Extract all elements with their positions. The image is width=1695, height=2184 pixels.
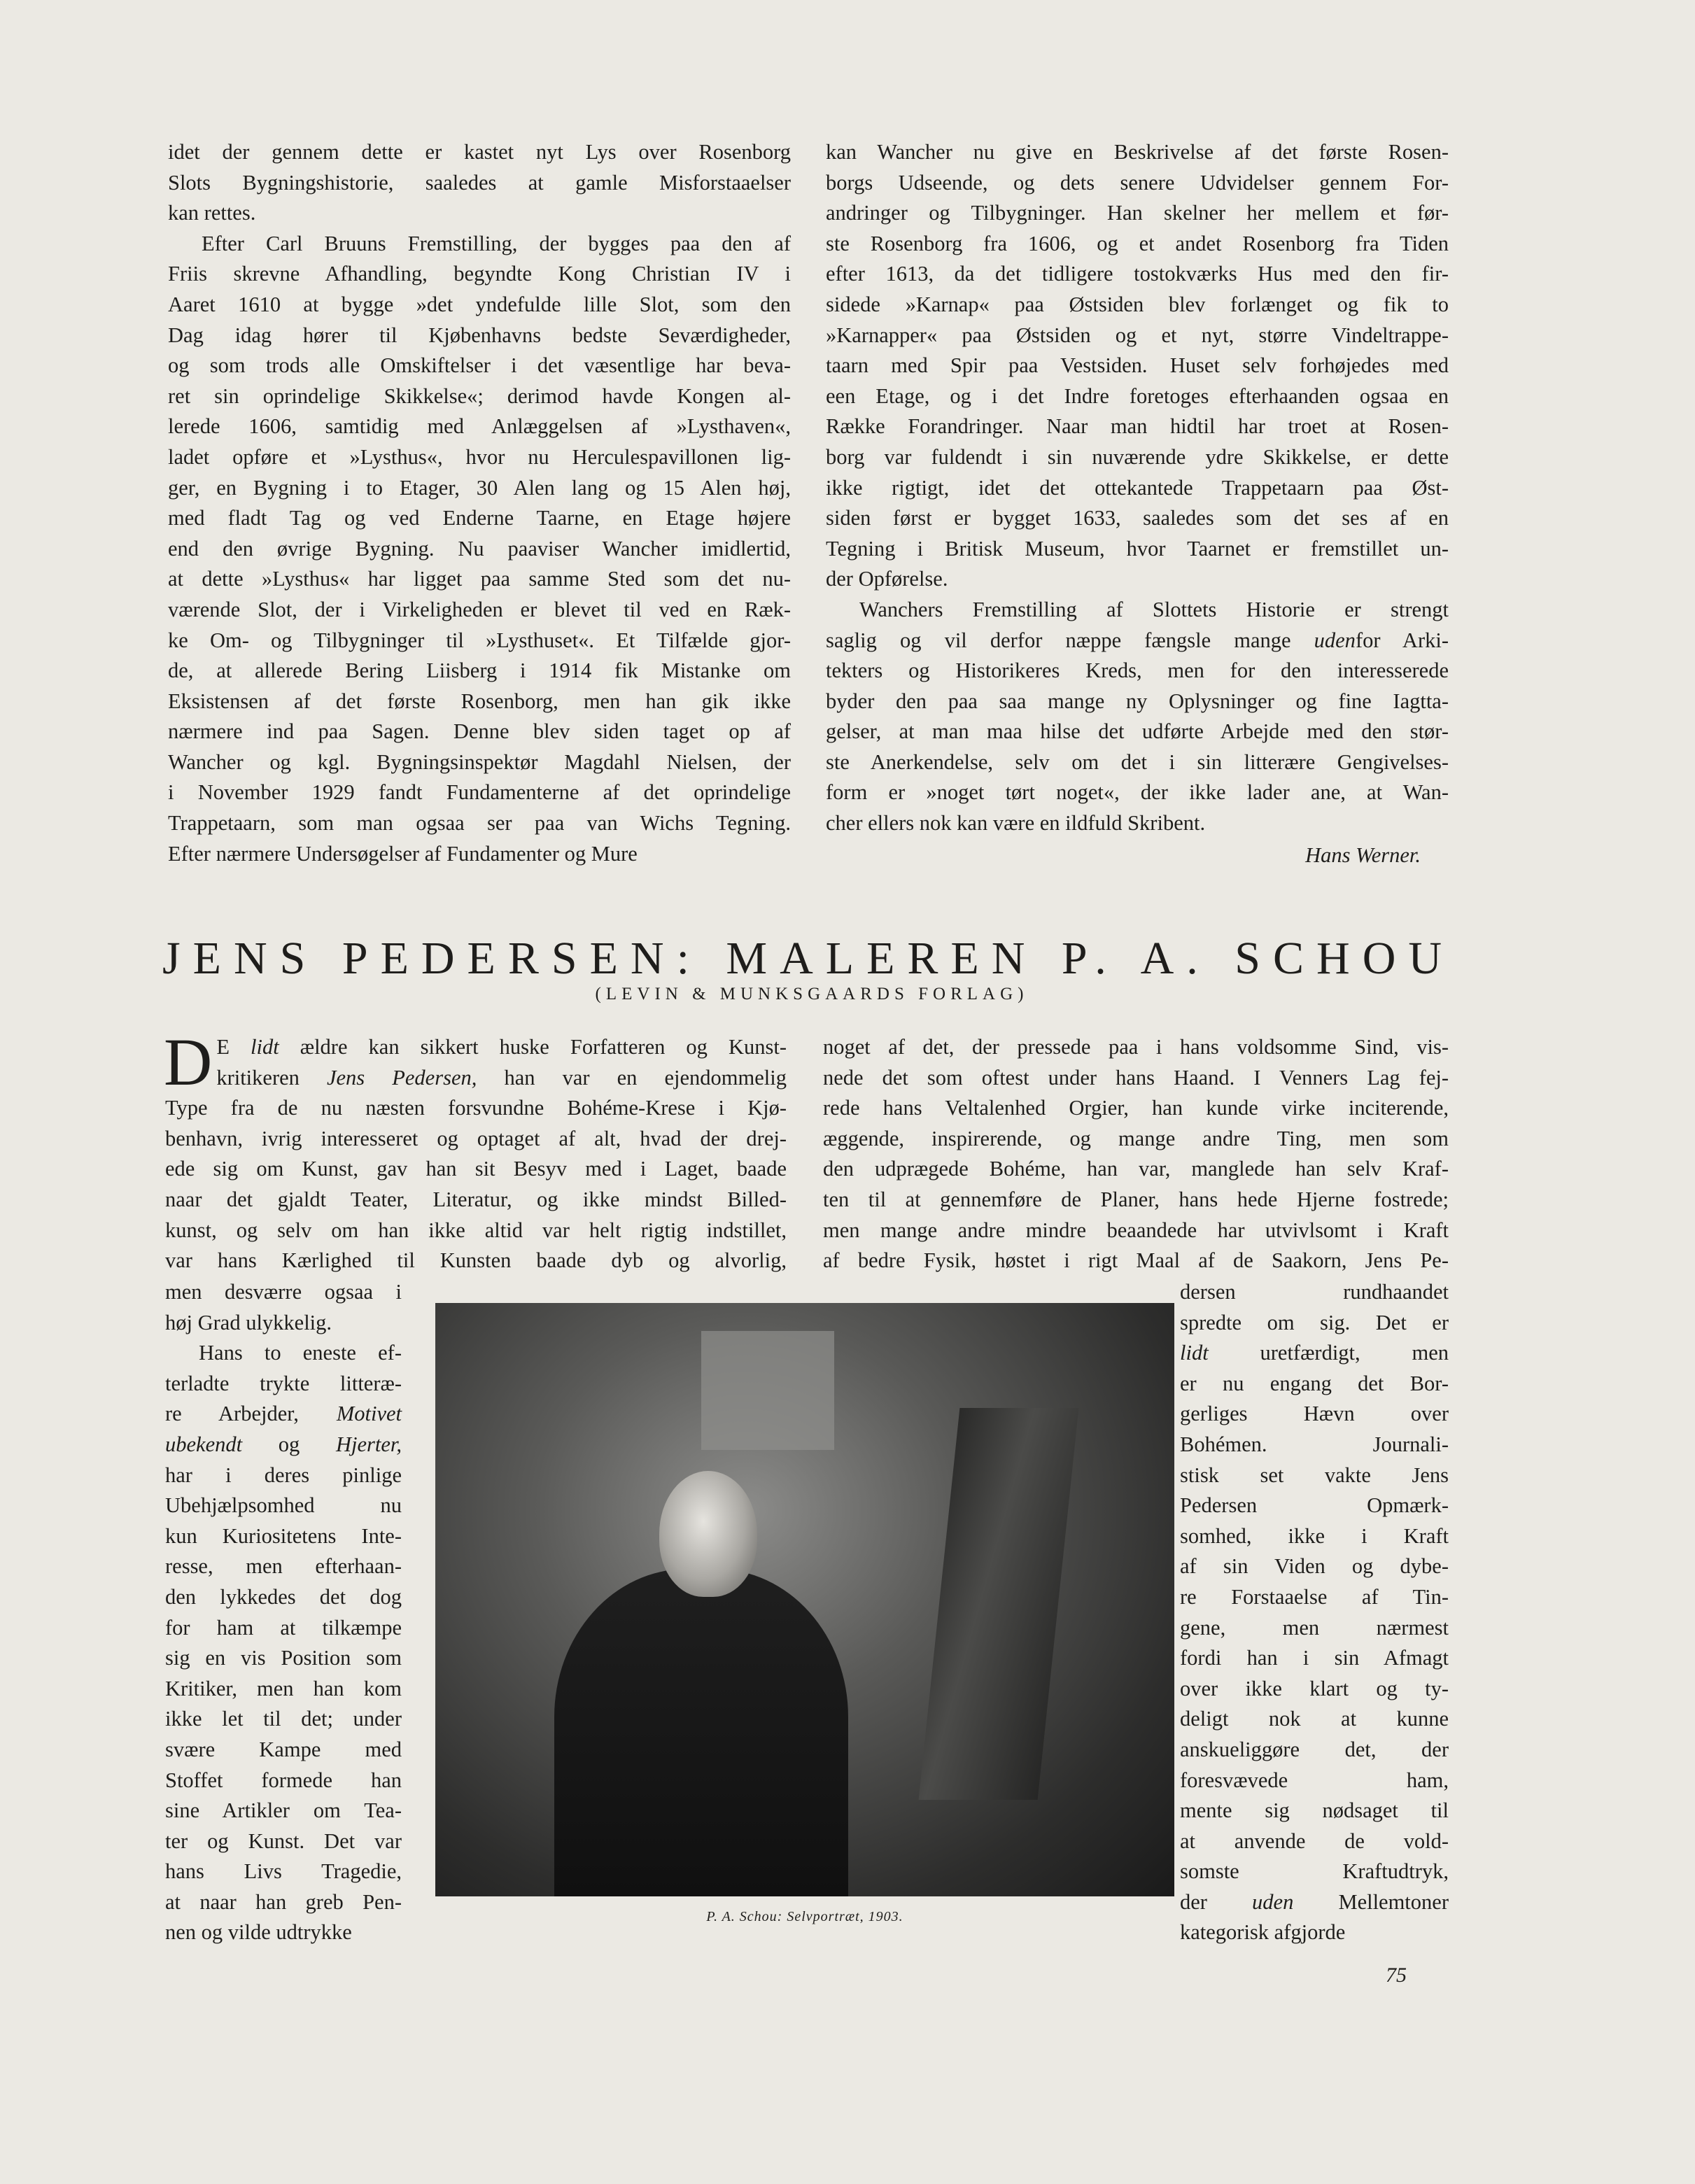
text-line: de, at allerede Bering Liisberg i 1914 fik Mistanke om: [168, 658, 791, 683]
text-line: Række Forandringer. Naar man hidtil har troet at Rosen-: [826, 414, 1449, 439]
text-line: men mange andre mindre beaandede har utvivlsomt i Kraft: [823, 1218, 1449, 1242]
text-line: ede sig om Kunst, gav han sit Besyv med i Laget, baade: [165, 1157, 787, 1181]
text-line: nede det som oftest under hans Haand. I Venners Lag fej-: [823, 1065, 1449, 1090]
text-line: ladet opføre et »Lysthus«, hvor nu Herculespavillonen lig-: [168, 444, 791, 469]
text-line: Efter Carl Bruuns Fremstilling, der bygges paa den af: [202, 231, 791, 255]
text-line: nen og vilde udtrykke: [165, 1920, 352, 1945]
text-line: af bedre Fysik, høstet i rigt Maal af de Saakorn, Jens Pe-: [823, 1248, 1449, 1273]
text-line: Aaret 1610 at bygge »det yndefulde lille Slot, som den: [168, 292, 791, 316]
text-line: Tegning i Britisk Museum, hvor Taarnet er fremstillet un-: [826, 536, 1449, 561]
text-line: Efter nærmere Undersøgelser af Fundamenter og Mure: [168, 841, 638, 866]
text-line: svære Kampe med: [165, 1737, 402, 1761]
page-number: 75: [1386, 1964, 1407, 1987]
self-portrait-image: [435, 1303, 1174, 1896]
text-line: Wanchers Fremstilling af Slottets Historie er strengt: [859, 597, 1449, 621]
text-line: Slots Bygningshistorie, saaledes at gamle Misforstaaelser: [168, 170, 791, 195]
text-line: kan rettes.: [168, 201, 256, 225]
text-line: taarn med Spir paa Vestsiden. Huset selv forhøjedes med: [826, 353, 1449, 378]
text-line: re Forstaaelse af Tin-: [1180, 1584, 1449, 1609]
text-line: resse, men efterhaan-: [165, 1554, 402, 1579]
text-line: sine Artikler om Tea-: [165, 1798, 402, 1823]
text-line: værende Slot, der i Virkeligheden er blevet til ved en Ræk-: [168, 597, 791, 621]
easel-shape: [919, 1408, 1079, 1800]
text-line: Eksistensen af det første Rosenborg, men han gik ikke: [168, 689, 791, 713]
text-line: byder den paa saa mange ny Oplysninger og fine Iagtta-: [826, 689, 1449, 713]
text-line: tekters og Historikeres Kreds, men for den interesserede: [826, 658, 1449, 683]
text-line: Friis skrevne Afhandling, begyndte Kong Christian IV i: [168, 262, 791, 286]
text-line: over ikke klart og ty-: [1180, 1676, 1449, 1700]
text-line: ste Anerkendelse, selv om det i sin litterære Gengivelses-: [826, 749, 1449, 774]
text-line: rede hans Veltalenhed Orgier, han kunde virke inciterende,: [823, 1096, 1449, 1120]
text-line: stisk set vakte Jens: [1180, 1463, 1449, 1487]
figure-head-shape: [659, 1471, 757, 1597]
text-line: fordi han i sin Afmagt: [1180, 1646, 1449, 1670]
text-line: efter 1613, da det tidligere tostokværks Hus med den fir-: [826, 262, 1449, 286]
text-line: i November 1929 fandt Fundamenterne af det oprindelige: [168, 780, 791, 805]
text-line: somhed, ikke i Kraft: [1180, 1523, 1449, 1548]
figure-caption: P. A. Schou: Selvportræt, 1903.: [706, 1909, 903, 1924]
text-line: den lykkedes det dog: [165, 1584, 402, 1609]
text-line: andringer og Tilbygninger. Han skelner her mellem et før-: [826, 201, 1449, 225]
text-line: Pedersen Opmærk-: [1180, 1493, 1449, 1518]
text-line: lidt uretfærdigt, men: [1180, 1341, 1449, 1365]
bottom-right-narrow-column: [1180, 1277, 1449, 1948]
text-line: har i deres pinlige: [165, 1463, 402, 1487]
text-line: Stoffet formede han: [165, 1768, 402, 1792]
text-line: idet der gennem dette er kastet nyt Lys over Rosenborg: [168, 140, 791, 164]
text-line: een Etage, og i det Indre foretoges efterhaanden ogsaa en: [826, 383, 1449, 408]
text-line: sig en vis Position som: [165, 1646, 402, 1670]
window-shape: [701, 1331, 834, 1450]
text-line: mente sig nødsaget til: [1180, 1798, 1449, 1823]
top-left-column: [168, 137, 791, 869]
text-line: kategorisk afgjorde: [1180, 1920, 1346, 1945]
text-line: Type fra de nu næsten forsvundne Bohéme-Krese i Kjø-: [165, 1096, 787, 1120]
text-line: ret sin oprindelige Skikkelse«; derimod havde Kongen al-: [168, 383, 791, 408]
article-title: JENS PEDERSEN: MALEREN P. A. SCHOU: [162, 933, 1455, 984]
text-line: kritikeren Jens Pedersen, han var en ejendommelig: [216, 1065, 787, 1090]
text-line: Ubehjælpsomhed nu: [165, 1493, 402, 1518]
text-line: ubekendt og Hjerter,: [165, 1432, 402, 1456]
text-line: ke Om- og Tilbygninger til »Lysthuset«. Et Tilfælde gjor-: [168, 628, 791, 652]
text-line: hans Livs Tragedie,: [165, 1859, 402, 1884]
text-line: men desværre ogsaa i: [165, 1280, 402, 1304]
text-line: og som trods alle Omskiftelser i det væsentlige har beva-: [168, 353, 791, 378]
text-line: gene, men nærmest: [1180, 1615, 1449, 1640]
text-line: lerede 1606, samtidig med Anlæggelsen af »Lysthaven«,: [168, 414, 791, 439]
text-line: »Karnapper« paa Østsiden og et nyt, større Vindeltrappe-: [826, 323, 1449, 347]
text-line: at anvende de vold-: [1180, 1829, 1449, 1853]
text-line: siden først er bygget 1633, saaledes som det ses af en: [826, 506, 1449, 530]
text-line: somste Kraftudtryk,: [1180, 1859, 1449, 1884]
text-line: dersen rundhaandet: [1180, 1280, 1449, 1304]
figure-body-shape: [554, 1569, 848, 1896]
text-line: af sin Viden og dybe-: [1180, 1554, 1449, 1579]
text-line: den udprægede Bohéme, han var, manglede han selv Kraf-: [823, 1157, 1449, 1181]
article-subtitle: (LEVIN & MUNKSGAARDS FORLAG): [595, 985, 1029, 1003]
text-line: form er »noget tørt noget«, der ikke lader ane, at Wan-: [826, 780, 1449, 805]
text-line: re Arbejder, Motivet: [165, 1402, 402, 1426]
text-line: Bohémen. Journali-: [1180, 1432, 1449, 1456]
text-line: sidede »Karnap« paa Østsiden blev forlænget og fik to: [826, 292, 1449, 316]
text-line: borgs Udseende, og dets senere Udvidelser gennem For-: [826, 170, 1449, 195]
text-line: for ham at tilkæmpe: [165, 1615, 402, 1640]
text-line: kun Kuriositetens Inte-: [165, 1523, 402, 1548]
text-line: borg var fuldendt i sin nuværende ydre Skikkelse, er dette: [826, 444, 1449, 469]
text-line: cher ellers nok kan være en ildfuld Skribent.: [826, 811, 1206, 836]
text-line: spredte om sig. Det er: [1180, 1310, 1449, 1334]
review-signature: Hans Werner.: [1305, 843, 1421, 867]
text-line: ste Rosenborg fra 1606, og et andet Rosenborg fra Tiden: [826, 231, 1449, 255]
text-line: saglig og vil derfor næppe fængsle mange udenfor Arki-: [826, 628, 1449, 652]
text-line: der uden Mellemtoner: [1180, 1889, 1449, 1914]
text-line: foresvævede ham,: [1180, 1768, 1449, 1792]
bottom-right-column: [823, 1032, 1449, 1276]
text-line: at dette »Lysthus« har ligget paa samme Sted som det nu-: [168, 567, 791, 591]
text-line: terladte trykte litteræ-: [165, 1371, 402, 1395]
text-line: Wancher og kgl. Bygningsinspektør Magdahl Nielsen, der: [168, 749, 791, 774]
bottom-left-column: [164, 1024, 787, 1276]
text-line: nærmere ind paa Sagen. Denne blev siden taget op af: [168, 719, 791, 744]
text-line: er nu engang det Bor-: [1180, 1371, 1449, 1395]
text-line: ikke let til det; under: [165, 1707, 402, 1731]
text-line: ter og Kunst. Det var: [165, 1829, 402, 1853]
text-line: Hans to eneste ef-: [199, 1341, 402, 1365]
text-line: ger, en Bygning i to Etager, 30 Alen lang og 15 Alen høj,: [168, 475, 791, 500]
text-line: naar det gjaldt Teater, Literatur, og ikke mindst Billed-: [165, 1187, 787, 1211]
bottom-left-narrow-column: [165, 1277, 402, 1948]
text-line: var hans Kærlighed til Kunsten baade dyb og alvorlig,: [165, 1248, 787, 1273]
text-line: at naar han greb Pen-: [165, 1889, 402, 1914]
drop-cap: D: [164, 1024, 213, 1099]
text-line: Dag idag hører til Kjøbenhavns bedste Seværdigheder,: [168, 323, 791, 347]
text-line: med fladt Tag og ved Enderne Taarne, en Etage højere: [168, 506, 791, 530]
text-line: anskueliggøre det, der: [1180, 1737, 1449, 1761]
text-line: kunst, og selv om han ikke altid var helt rigtig indstillet,: [165, 1218, 787, 1242]
text-line: gelser, at man maa hilse det udførte Arbejde med den stør-: [826, 719, 1449, 744]
text-line: der Opførelse.: [826, 567, 948, 591]
text-line: ikke rigtigt, idet det ottekantede Trappetaarn paa Øst-: [826, 475, 1449, 500]
text-line: gerliges Hævn over: [1180, 1402, 1449, 1426]
text-line: Kritiker, men han kom: [165, 1676, 402, 1700]
text-line: benhavn, ivrig interesseret og optaget af alt, hvad der drej-: [165, 1126, 787, 1150]
top-right-column: [826, 137, 1449, 871]
text-line: E lidt ældre kan sikkert huske Forfatteren og Kunst-: [216, 1035, 787, 1059]
text-line: deligt nok at kunne: [1180, 1707, 1449, 1731]
text-line: æggende, inspirerende, og mange andre Ting, men som: [823, 1126, 1449, 1150]
text-line: ten til at gennemføre de Planer, hans hede Hjerne fostrede;: [823, 1187, 1449, 1211]
text-line: noget af det, der pressede paa i hans voldsomme Sind, vis-: [823, 1035, 1449, 1059]
text-line: Trappetaarn, som man ogsaa ser paa van Wichs Tegning.: [168, 811, 791, 836]
text-line: kan Wancher nu give en Beskrivelse af det første Rosen-: [826, 140, 1449, 164]
text-line: end den øvrige Bygning. Nu paaviser Wancher imidlertid,: [168, 536, 791, 561]
text-line: høj Grad ulykkelig.: [165, 1310, 332, 1334]
